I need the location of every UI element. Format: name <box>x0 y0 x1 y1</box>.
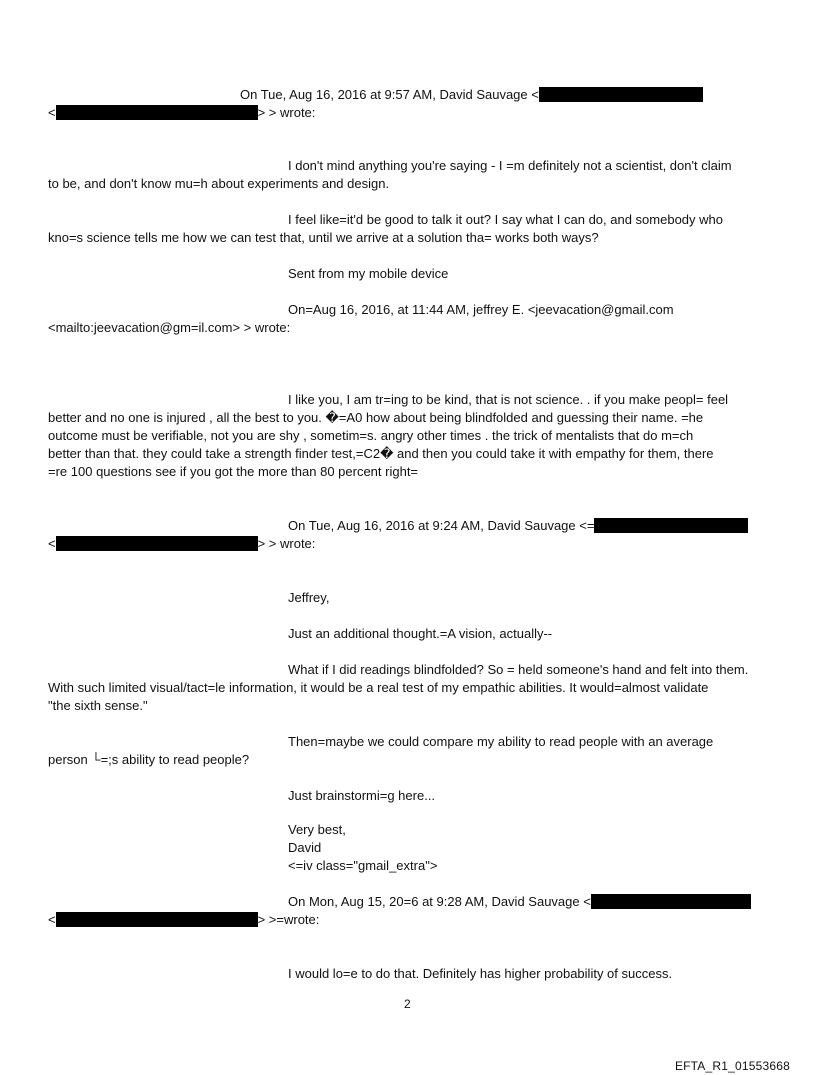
quoted-header-3: On Tue, Aug 16, 2016 at 9:24 AM, David Sauvage <= <box>288 517 748 535</box>
html-artifact: <=iv class="gmail_extra"> <box>288 858 438 873</box>
redaction-bar <box>56 105 258 120</box>
quoted-header-3-cont: < > > wrote: <box>48 536 316 551</box>
page-number: 2 <box>404 997 411 1011</box>
body-line: Just brainstormi=g here... <box>288 788 436 803</box>
body-line: better and no one is injured , all the best to you. �=A0 how about being blindfolded and guessing their name. =he <box>48 410 704 425</box>
body-line: I feel like=it'd be good to talk it out? I say what I can do, and somebody who <box>288 212 723 227</box>
body-line: kno=s science tells me how we can test that, until we arrive at a solution tha= works both ways? <box>48 230 599 245</box>
body-line: I don't mind anything you're saying - I =m definitely not a scientist, don't claim <box>288 158 732 173</box>
closing: Very best, <box>288 822 346 837</box>
body-line: outcome must be verifiable, not you are shy , sometim=s. angry other times . the trick of mentalists that do m=ch <box>48 428 694 443</box>
quoted-header-4-cont: < > >=wrote: <box>48 912 320 927</box>
greeting: Jeffrey, <box>288 590 330 605</box>
body-line: With such limited visual/tact=le information, it would be a real test of my empathic abilities. It would=almost validate <box>48 680 709 695</box>
redaction-bar <box>594 518 748 533</box>
body-line: I like you, I am tr=ing to be kind, that is not science. . if you make peopl= feel <box>288 392 729 407</box>
redaction-bar <box>591 894 751 909</box>
body-line: Then=maybe we could compare my ability to read people with an average <box>288 734 714 749</box>
body-line: person └=;s ability to read people? <box>48 752 250 767</box>
body-line: =re 100 questions see if you got the more than 80 percent right= <box>48 464 419 479</box>
body-line: I would lo=e to do that. Definitely has higher probability of success. <box>288 966 673 981</box>
quoted-header-4: On Mon, Aug 15, 20=6 at 9:28 AM, David Sauvage < <box>288 893 751 911</box>
document-id: EFTA_R1_01553668 <box>674 1059 790 1073</box>
signature: Sent from my mobile device <box>288 266 449 281</box>
redaction-bar <box>56 912 258 927</box>
quoted-header-1-cont: < > > wrote: <box>48 105 316 120</box>
quoted-header-1: On Tue, Aug 16, 2016 at 9:57 AM, David Sauvage < <box>240 86 703 104</box>
body-line: What if I did readings blindfolded? So = held someone's hand and felt into them. <box>288 662 749 677</box>
quoted-header-2: On=Aug 16, 2016, at 11:44 AM, jeffrey E. <jeevacation@gmail.com <box>288 302 674 317</box>
body-line: to be, and don't know mu=h about experiments and design. <box>48 176 390 191</box>
redaction-bar <box>56 536 258 551</box>
body-line: better than that. they could take a strength finder test,=C2� and then you could take it with empathy for them, there <box>48 446 714 461</box>
sender-name: David <box>288 840 322 855</box>
body-line: "the sixth sense." <box>48 698 148 713</box>
body-line: Just an additional thought.=A vision, actually-- <box>288 626 553 641</box>
redaction-bar <box>539 87 703 102</box>
quoted-header-2-cont: <mailto:jeevacation@gm=il.com> > wrote: <box>48 320 291 335</box>
